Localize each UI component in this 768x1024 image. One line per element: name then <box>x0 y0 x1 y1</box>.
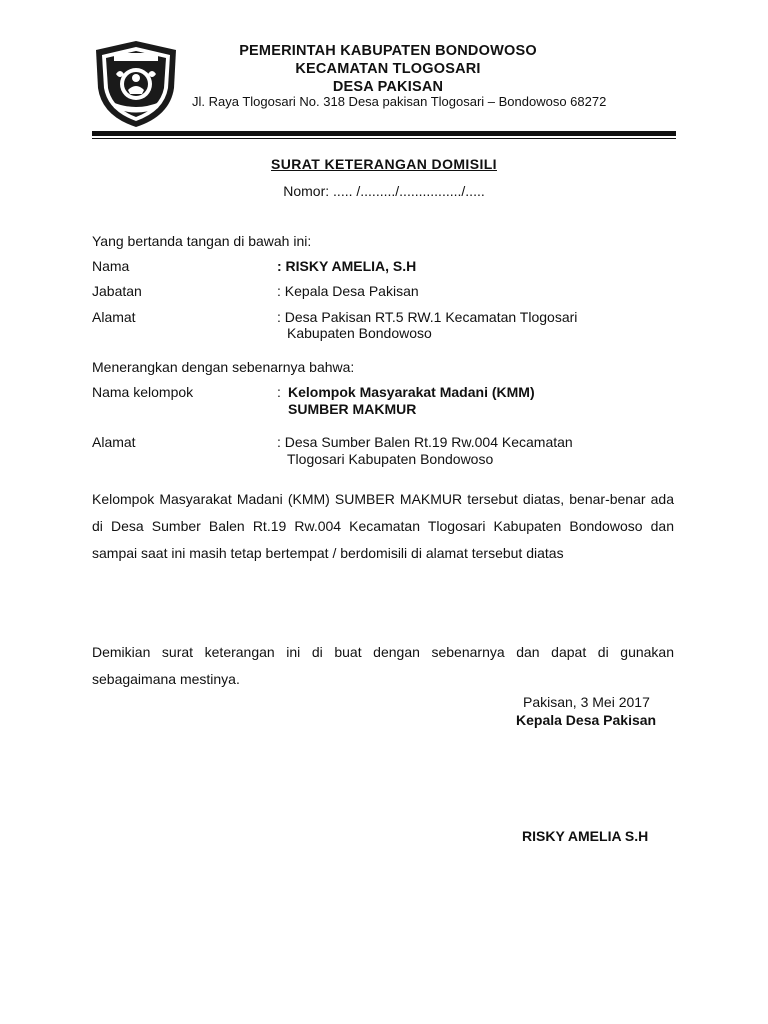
signature-name: RISKY AMELIA S.H <box>522 828 649 844</box>
signature-title: Kepala Desa Pakisan <box>516 712 657 728</box>
signer-name-value: : RISKY AMELIA, S.H <box>277 258 417 274</box>
signer-position-value: : Kepala Desa Pakisan <box>277 283 419 299</box>
group-name-value-1: Kelompok Masyarakat Madani (KMM) <box>288 384 535 400</box>
signer-position-label: Jabatan <box>92 283 142 299</box>
group-name-value-2: SUMBER MAKMUR <box>288 401 417 417</box>
signature-place-date: Pakisan, 3 Mei 2017 <box>523 694 650 710</box>
regency-emblem-icon <box>90 38 182 130</box>
body-paragraph: Kelompok Masyarakat Madani (KMM) SUMBER MAKMUR tersebut diatas, benar-benar ada di Desa Sumber Balen Rt.19 Rw.004 Kecamatan Tlogosari Kabupaten Bondowoso dan sampai saat ini masih tetap bertempat / berdomisili di alamat tersebut diatas <box>92 491 674 561</box>
declare-intro: Menerangkan dengan sebenarnya bahwa: <box>92 359 355 375</box>
signer-intro: Yang bertanda tangan di bawah ini: <box>92 233 312 249</box>
letterhead <box>188 42 588 96</box>
signer-address-value-2: Kabupaten Bondowoso <box>287 325 432 341</box>
letterhead-divider-thin <box>92 138 676 139</box>
letterhead-divider <box>92 131 676 136</box>
letterhead-address: Jl. Raya Tlogosari No. 318 Desa pakisan Tlogosari – Bondowoso 68272 <box>192 94 607 109</box>
signer-address-value-1: : Desa Pakisan RT.5 RW.1 Kecamatan Tlogosari <box>277 309 578 325</box>
group-address-value-2: Tlogosari Kabupaten Bondowoso <box>287 451 494 467</box>
group-address-value-1: : Desa Sumber Balen Rt.19 Rw.004 Kecamatan <box>277 434 573 450</box>
group-name-label: Nama kelompok <box>92 384 194 400</box>
group-address-label: Alamat <box>92 434 136 450</box>
letterhead-government: PEMERINTAH KABUPATEN BONDOWOSO <box>239 43 537 59</box>
document-number: Nomor: ..... /........./................/..... <box>283 183 485 199</box>
document-title: SURAT KETERANGAN DOMISILI <box>271 156 497 172</box>
group-name-colon: : <box>277 384 281 400</box>
letterhead-village: DESA PAKISAN <box>332 79 444 95</box>
closing-paragraph: Demikian surat keterangan ini di buat dengan sebenarnya dan dapat di gunakan sebagaimana mestinya. <box>92 644 674 687</box>
letterhead-district: KECAMATAN TLOGOSARI <box>295 61 481 77</box>
signer-name-label: Nama <box>92 258 130 274</box>
signer-address-label: Alamat <box>92 309 136 325</box>
